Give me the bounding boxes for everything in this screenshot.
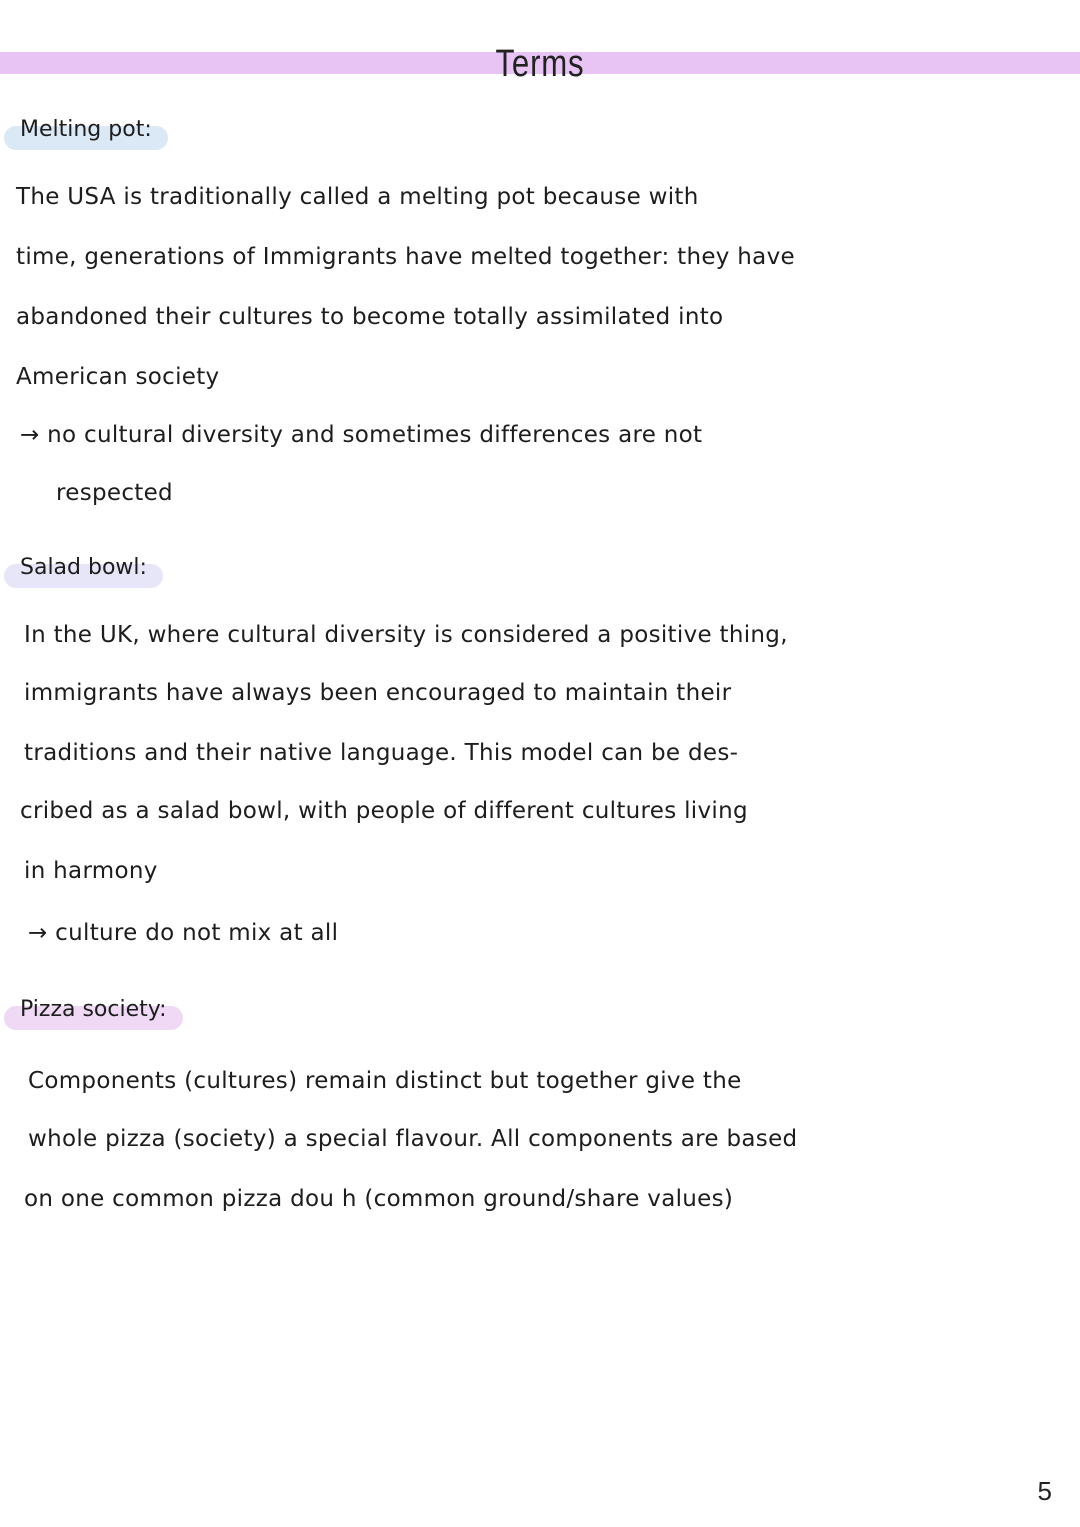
melting-pot-line-4: American society xyxy=(16,364,220,390)
heading-salad-bowl xyxy=(4,555,163,588)
pizza-society-line-2: whole pizza (society) a special flavour. All components are based xyxy=(28,1126,798,1152)
pizza-society-line-3: on one common pizza dou h (common ground/share values) xyxy=(24,1186,734,1212)
melting-pot-line-2: time, generations of Immigrants have melted together: they have xyxy=(16,244,795,270)
pizza-society-line-1: Components (cultures) remain distinct but together give the xyxy=(28,1068,742,1094)
melting-pot-line-3: abandoned their cultures to become totally assimilated into xyxy=(16,304,724,330)
salad-bowl-line-4: cribed as a salad bowl, with people of different cultures living xyxy=(20,798,748,824)
salad-bowl-line-3: traditions and their native language. This model can be des- xyxy=(24,740,739,766)
heading-pizza-society xyxy=(4,997,183,1030)
melting-pot-line-1: The USA is traditionally called a melting pot because with xyxy=(16,184,699,210)
melting-pot-line-5: → no cultural diversity and sometimes differences are not xyxy=(20,422,703,448)
salad-bowl-line-6: → culture do not mix at all xyxy=(28,920,339,946)
melting-pot-line-6: respected xyxy=(56,480,173,506)
page-number: 5 xyxy=(1037,1476,1052,1506)
salad-bowl-line-5: in harmony xyxy=(24,858,158,884)
salad-bowl-line-2: immigrants have always been encouraged to maintain their xyxy=(24,680,732,706)
heading-melting-pot xyxy=(4,117,168,150)
salad-bowl-line-1: In the UK, where cultural diversity is considered a positive thing, xyxy=(24,622,788,648)
heading-salad-bowl-label: Salad bowl: xyxy=(20,555,147,580)
heading-melting-pot-label: Melting pot: xyxy=(20,117,152,142)
page-title: Terms xyxy=(495,43,585,85)
heading-pizza-society-label: Pizza society: xyxy=(20,997,167,1022)
